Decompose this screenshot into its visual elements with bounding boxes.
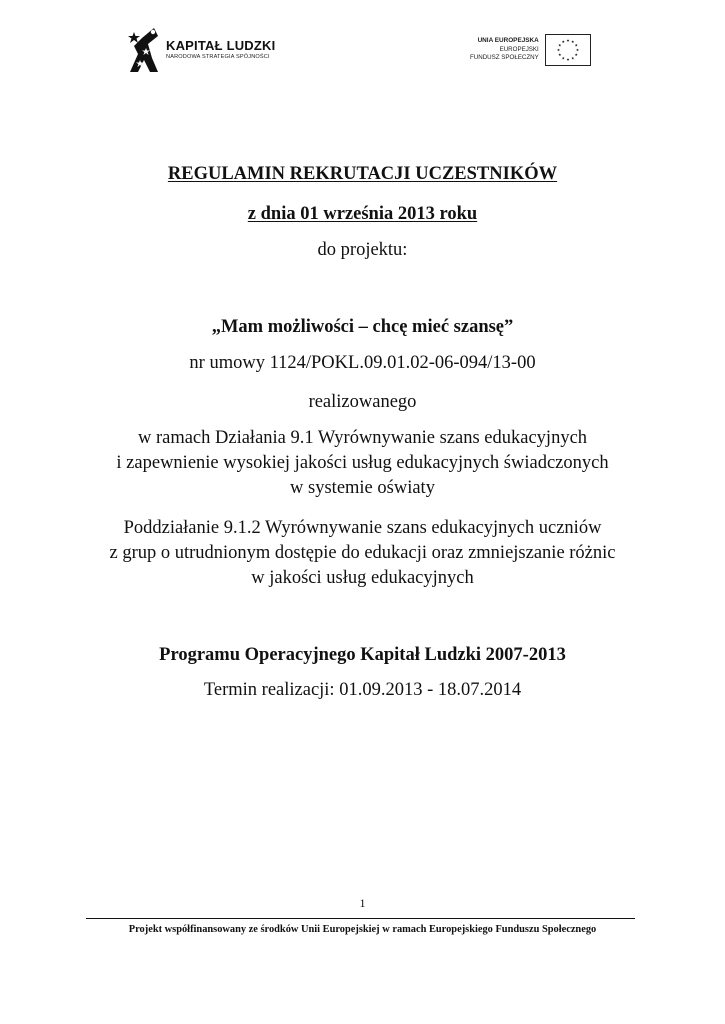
subaction-line: z grup o utrudnionym dostępie do edukacji oraz zmniejszanie różnic <box>109 543 616 563</box>
project-name: „Mam możliwości – chcę mieć szansę” <box>211 317 514 337</box>
document-intro: do projektu: <box>317 240 408 260</box>
footer-divider <box>86 918 635 919</box>
subaction-line: Poddziałanie 9.1.2 Wyrównywanie szans edukacyjnych uczniów <box>123 518 602 538</box>
eu-flag-icon <box>545 34 591 66</box>
footer-cofinancing-note: Projekt współfinansowany ze środków Unii Europejskiej w ramach Europejskiego Funduszu Społecznego <box>128 924 597 935</box>
document-title: REGULAMIN REKRUTACJI UCZESTNIKÓW <box>167 164 558 184</box>
eu-logo-line3: FUNDUSZ SPOŁECZNY <box>470 54 539 62</box>
contract-number: nr umowy 1124/POKL.09.01.02-06-094/13-00 <box>189 353 536 373</box>
realization-term: Termin realizacji: 01.09.2013 - 18.07.2014 <box>203 680 522 700</box>
action-paragraph <box>0 426 725 501</box>
action-line: i zapewnienie wysokiej jakości usług edukacyjnych świadczonych <box>116 453 609 473</box>
kapital-ludzki-subtitle: NARODOWA STRATEGIA SPÓJNOŚCI <box>166 53 270 60</box>
kapital-ludzki-logo <box>124 24 275 74</box>
eu-logo <box>470 34 591 66</box>
page-number: 1 <box>359 896 366 910</box>
action-line: w systemie oświaty <box>290 478 435 498</box>
subaction-line: w jakości usług edukacyjnych <box>251 568 474 588</box>
programme-name: Programu Operacyjnego Kapitał Ludzki 2007-2013 <box>159 645 566 665</box>
subaction-paragraph <box>0 516 725 591</box>
eu-logo-line1: UNIA EUROPEJSKA <box>477 37 539 45</box>
eu-logo-line2: EUROPEJSKI <box>499 45 539 53</box>
document-date: z dnia 01 września 2013 roku <box>247 204 478 224</box>
realized-label: realizowanego <box>308 392 417 412</box>
action-line: w ramach Działania 9.1 Wyrównywanie szans edukacyjnych <box>137 428 588 448</box>
kapital-ludzki-star-figure-icon <box>124 24 160 74</box>
kapital-ludzki-title: KAPITAŁ LUDZKI <box>166 37 276 53</box>
